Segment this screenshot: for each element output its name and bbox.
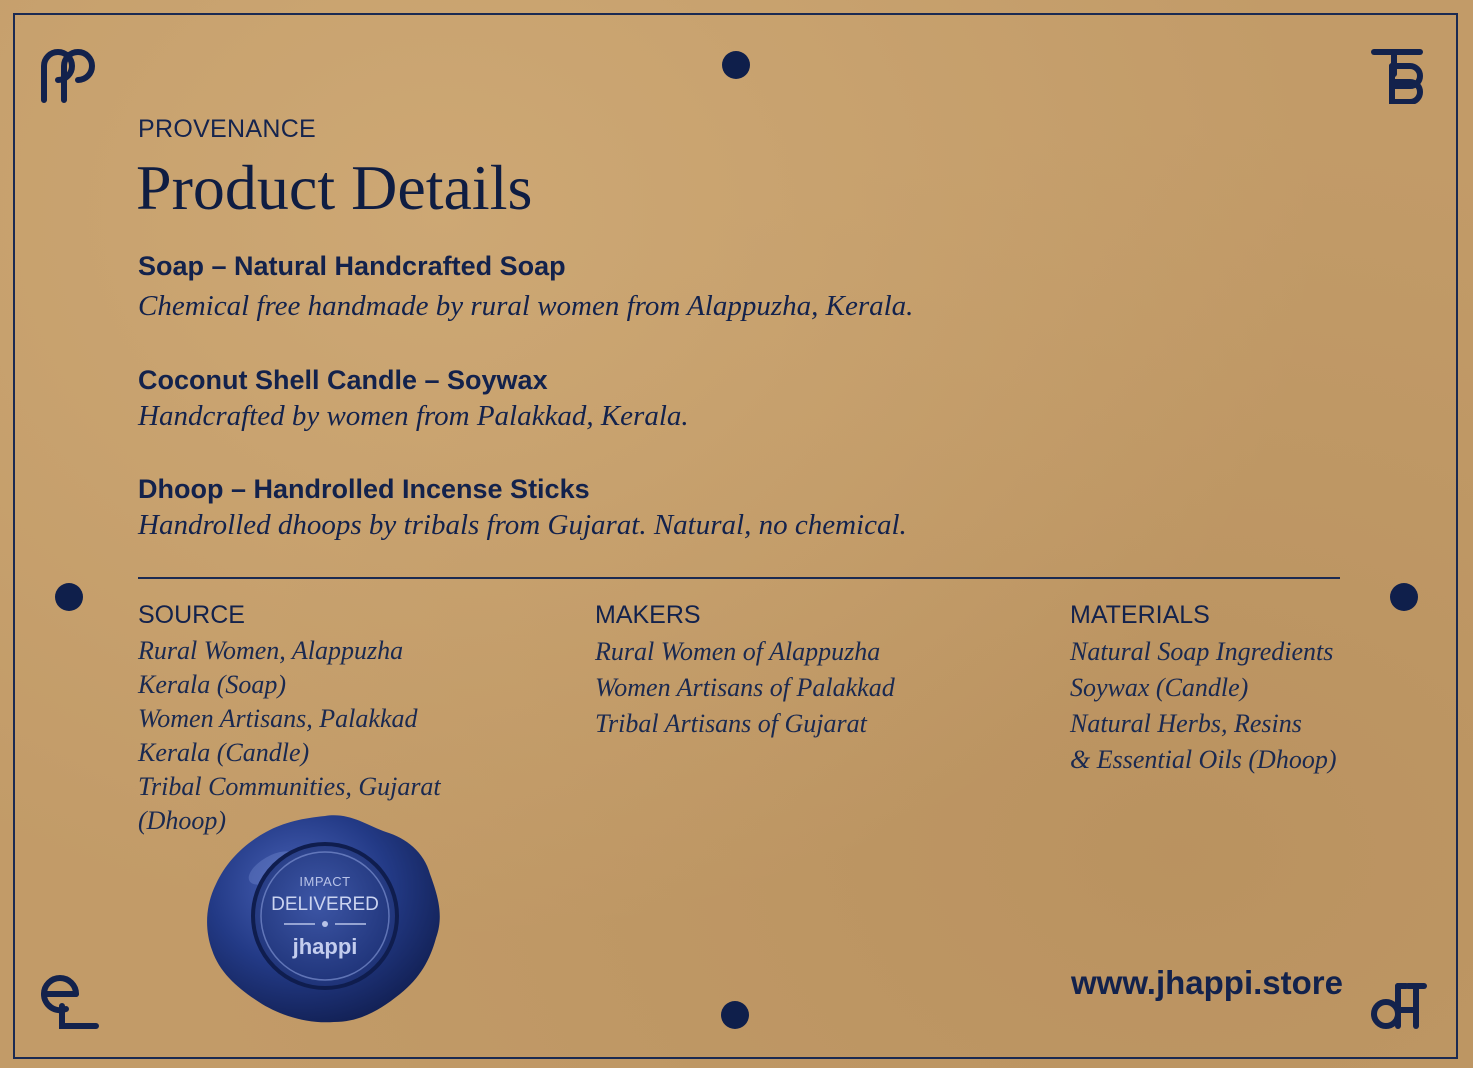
column-heading: SOURCE: [138, 601, 245, 629]
monogram-bottom-right-icon: [1370, 972, 1430, 1032]
product-description: Chemical free handmade by rural women from Alappuzha, Kerala.: [138, 290, 914, 323]
seal-line2: DELIVERED: [271, 894, 379, 915]
column-line: Women Artisans, Palakkad: [138, 704, 418, 733]
wax-seal-icon: [200, 808, 450, 1028]
dot-bottom: [721, 1001, 749, 1029]
column-line: Kerala (Soap): [138, 670, 287, 699]
product-name: Coconut Shell Candle – Soywax: [138, 365, 548, 395]
product-description: Handrolled dhoops by tribals from Gujarat. Natural, no chemical.: [138, 509, 907, 542]
seal-line1: IMPACT: [299, 874, 351, 889]
source-column: [138, 600, 441, 838]
column-line: Kerala (Candle): [138, 738, 310, 767]
product-item: [138, 250, 913, 326]
dot-left: [55, 583, 83, 611]
page-title: Product Details: [136, 152, 533, 223]
column-line: Rural Women of Alappuzha: [595, 637, 881, 666]
column-line: Tribal Communities, Gujarat: [138, 772, 441, 801]
website-url: www.jhappi.store: [1071, 964, 1343, 1001]
product-description: Handcrafted by women from Palakkad, Kerala.: [138, 400, 689, 433]
seal-brand: jhappi: [292, 934, 358, 959]
product-name: Soap – Natural Handcrafted Soap: [138, 251, 566, 281]
column-line: & Essential Oils (Dhoop): [1070, 745, 1337, 774]
monogram-bottom-left-icon: [40, 972, 100, 1032]
makers-column: [595, 600, 895, 742]
monogram-top-left-icon: [38, 44, 98, 104]
column-line: Natural Soap Ingredients: [1070, 637, 1334, 666]
product-name: Dhoop – Handrolled Incense Sticks: [138, 474, 590, 504]
column-heading: MAKERS: [595, 601, 701, 629]
column-line: Women Artisans of Palakkad: [595, 673, 895, 702]
column-heading: MATERIALS: [1070, 601, 1210, 629]
product-item: [138, 473, 907, 545]
dot-right: [1390, 583, 1418, 611]
divider: [138, 577, 1340, 579]
materials-column: [1070, 600, 1337, 778]
column-line: (Dhoop): [138, 806, 227, 835]
product-item: [138, 364, 689, 436]
section-eyebrow: PROVENANCE: [138, 115, 317, 143]
monogram-top-right-icon: [1370, 44, 1430, 104]
column-line: Rural Women, Alappuzha: [138, 636, 404, 665]
column-line: Tribal Artisans of Gujarat: [595, 709, 867, 738]
column-line: Natural Herbs, Resins: [1070, 709, 1302, 738]
column-line: Soywax (Candle): [1070, 673, 1249, 702]
dot-top: [722, 51, 750, 79]
